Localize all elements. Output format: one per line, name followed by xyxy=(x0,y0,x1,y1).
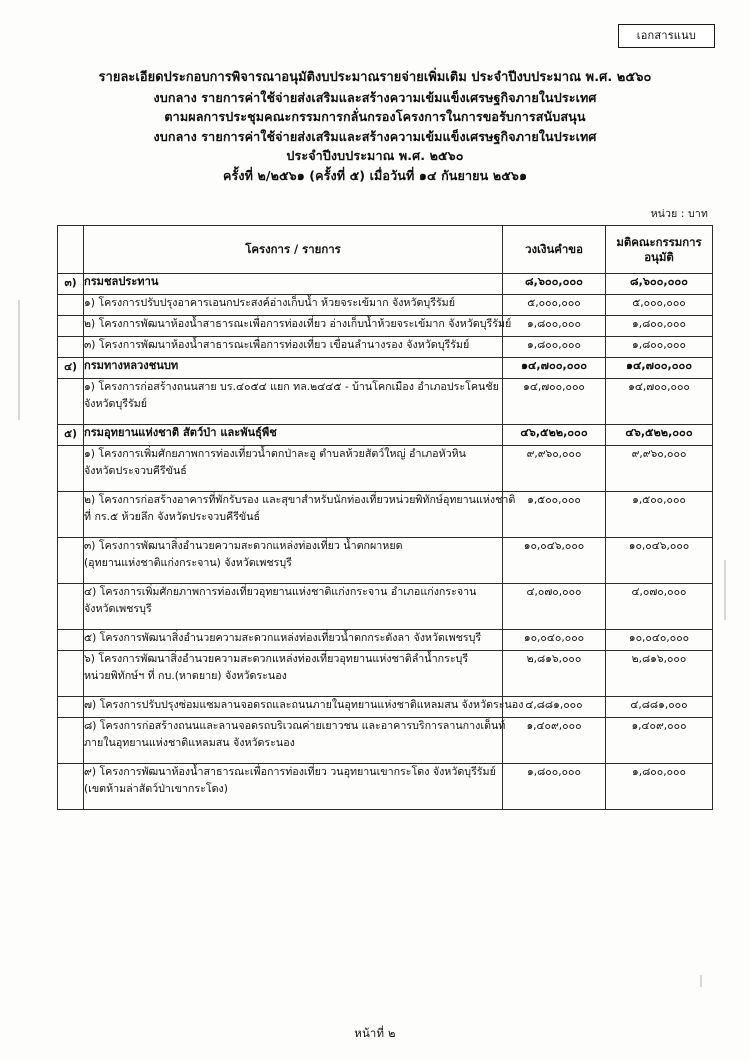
description-line: ๓) โครงการพัฒนาสิ่งอำนวยความสะดวกแหล่งท่องเที่ยว น้ำตกผาหยด xyxy=(84,539,403,552)
project-row xyxy=(58,492,713,538)
description-line: ๑) โครงการปรับปรุงอาคารเอนกประสงค์อ่างเก็บน้ำ ห้วยจระเข้มาก จังหวัดบุรีรัมย์ xyxy=(84,296,455,309)
requested-amount: ๑๐,๐๔๖,๐๐๐ xyxy=(503,538,606,584)
department-name xyxy=(84,425,503,446)
project-row xyxy=(58,584,713,630)
col-header-description: โครงการ / รายการ xyxy=(84,226,503,274)
requested-amount: ๕,๐๐๐,๐๐๐ xyxy=(503,295,606,316)
description-line: จังหวัดบุรีรัมย์ xyxy=(84,396,148,410)
budget-table-wrapper xyxy=(57,225,712,810)
approved-amount: ๒,๘๑๖,๐๐๐ xyxy=(606,651,713,697)
col-header-approved-line2: อนุมัติ xyxy=(644,249,674,264)
title-line-6: ครั้งที่ ๒/๒๕๖๑ (ครั้งที่ ๕) เมื่อวันที่ ๑๔ กันยายน ๒๕๖๑ xyxy=(222,167,528,183)
attachment-stamp xyxy=(618,24,715,48)
title-line-2: งบกลาง รายการค่าใช้จ่ายส่งเสริมและสร้างความเข้มแข็งเศรษฐกิจภายในประเทศ xyxy=(153,89,597,105)
description-line: ๒) โครงการพัฒนาห้องน้ำสาธารณะเพื่อการท่องเที่ยว อ่างเก็บน้ำห้วยจระเข้มาก จังหวัดบุรีรัมย์ xyxy=(84,317,512,330)
requested-amount: ๑,๘๐๐,๐๐๐ xyxy=(503,316,606,337)
description-line: ๑) โครงการเพิ่มศักยภาพการท่องเที่ยวน้ำตกป่าละอู ตำบลห้วยสัตว์ใหญ่ อำเภอหัวหิน xyxy=(84,447,466,460)
approved-amount: ๑,๔๐๙,๐๐๐ xyxy=(606,718,713,764)
row-index: ๔) xyxy=(58,358,84,379)
requested-amount: ๔,๐๗๐,๐๐๐ xyxy=(503,584,606,630)
requested-amount: ๑,๘๐๐,๐๐๐ xyxy=(503,337,606,358)
project-description xyxy=(84,337,503,358)
project-row xyxy=(58,630,713,651)
department-name xyxy=(84,358,503,379)
description-line: ภายในอุทยานแห่งชาติแหลมสน จังหวัดระนอง xyxy=(84,735,295,749)
department-name xyxy=(84,274,503,295)
project-description xyxy=(84,697,524,718)
requested-amount: ๒,๘๑๖,๐๐๐ xyxy=(503,651,606,697)
title-line-4: งบกลาง รายการค่าใช้จ่ายส่งเสริมและสร้างความเข้มแข็งเศรษฐกิจภายในประเทศ xyxy=(153,128,597,144)
requested-amount: ๑๔,๗๐๐,๐๐๐ xyxy=(503,358,606,379)
description-line: (อุทยานแห่งชาติแก่งกระจาน) จังหวัดเพชรบุรี xyxy=(84,555,292,569)
page-number-label: หน้าที่ ๒ xyxy=(354,1026,396,1040)
approved-amount: ๔๖,๕๒๒,๐๐๐ xyxy=(606,425,713,446)
row-index xyxy=(58,538,84,584)
project-description xyxy=(84,630,503,651)
approved-amount: ๑๔,๗๐๐,๐๐๐ xyxy=(606,379,713,425)
requested-amount: ๑๐,๐๔๐,๐๐๐ xyxy=(503,630,606,651)
approved-amount: ๑๐,๐๔๐,๐๐๐ xyxy=(606,630,713,651)
approved-amount: ๑๔,๗๐๐,๐๐๐ xyxy=(606,358,713,379)
row-index xyxy=(58,630,84,651)
project-row xyxy=(58,316,713,337)
description-line: ๕) โครงการพัฒนาสิ่งอำนวยความสะดวกแหล่งท่องเที่ยวน้ำตกกระดังลา จังหวัดเพชรบุรี xyxy=(84,631,482,644)
requested-amount: ๑๔,๗๐๐,๐๐๐ xyxy=(503,379,606,425)
description-line: จังหวัดประจวบคีรีขันธ์ xyxy=(84,463,187,477)
approved-amount: ๕,๐๐๐,๐๐๐ xyxy=(606,295,713,316)
approved-amount: ๑๐,๐๔๖,๐๐๐ xyxy=(606,538,713,584)
description-line: ๑) โครงการก่อสร้างถนนสาย บร.๔๐๕๔ แยก ทล.๒๔๔๕ - บ้านโคกเมือง อำเภอประโคนชัย xyxy=(84,380,499,393)
project-description xyxy=(84,584,503,630)
project-row xyxy=(58,446,713,492)
approved-amount: ๘,๖๐๐,๐๐๐ xyxy=(606,274,713,295)
project-description xyxy=(84,764,503,810)
requested-amount: ๑,๘๐๐,๐๐๐ xyxy=(503,764,606,810)
row-index xyxy=(58,492,84,538)
description-line: ๓) โครงการพัฒนาห้องน้ำสาธารณะเพื่อการท่องเที่ยว เขื่อนลำนางรอง จังหวัดบุรีรัมย์ xyxy=(84,338,470,351)
project-row xyxy=(58,538,713,584)
row-index xyxy=(58,446,84,492)
approved-amount: ๑,๕๐๐,๐๐๐ xyxy=(606,492,713,538)
scan-artifact xyxy=(700,975,702,987)
description-line: จังหวัดเพชรบุรี xyxy=(84,601,152,615)
description-line: ๗) โครงการปรับปรุงซ่อมแซมลานจอดรถและถนนภายในอุทยานแห่งชาติแหลมสน จังหวัดระนอง xyxy=(84,698,524,711)
project-description xyxy=(84,446,503,492)
project-description xyxy=(84,295,503,316)
col-header-approved-line1: มติคณะกรรมการ xyxy=(616,234,702,249)
description-line: ๔) โครงการเพิ่มศักยภาพการท่องเที่ยวอุทยานแห่งชาติแก่งกระจาน อำเภอแก่งกระจาน xyxy=(84,585,477,598)
requested-amount: ๑,๔๐๙,๐๐๐ xyxy=(503,718,606,764)
department-row xyxy=(58,425,713,446)
row-index xyxy=(58,337,84,358)
col-header-approved xyxy=(606,226,713,274)
col-header-index xyxy=(58,226,84,274)
description-line: ๙) โครงการพัฒนาห้องน้ำสาธารณะเพื่อการท่องเที่ยว วนอุทยานเขากระโดง จังหวัดบุรีรัมย์ xyxy=(84,765,496,778)
row-index xyxy=(58,295,84,316)
description-line: ๘) โครงการก่อสร้างถนนและลานจอดรถบริเวณค่ายเยาวชน และอาคารบริการลานกางเต็นท์ xyxy=(84,719,506,732)
description-line: กรมชลประทาน xyxy=(84,275,159,288)
table-header-row xyxy=(58,226,713,274)
row-index: ๓) xyxy=(58,274,84,295)
approved-amount: ๙,๙๖๐,๐๐๐ xyxy=(606,446,713,492)
row-index xyxy=(58,651,84,697)
row-index xyxy=(58,379,84,425)
project-description xyxy=(84,718,506,764)
title-line-1: รายละเอียดประกอบการพิจารณาอนุมัติงบประมาณรายจ่ายเพิ่มเติม ประจำปีงบประมาณ พ.ศ. ๒๕๖๐ xyxy=(98,70,652,85)
scan-artifact xyxy=(18,300,20,420)
description-line: ๖) โครงการพัฒนาสิ่งอำนวยความสะดวกแหล่งท่องเที่ยวอุทยานแห่งชาติลำน้ำกระบุรี xyxy=(84,652,469,665)
description-line: (เขตห้ามล่าสัตว์ป่าเขากระโดง) xyxy=(84,781,228,795)
project-row xyxy=(58,764,713,810)
project-description xyxy=(84,538,503,584)
page-footer xyxy=(0,1025,750,1043)
department-row xyxy=(58,274,713,295)
requested-amount: ๔,๘๘๑,๐๐๐ xyxy=(503,697,606,718)
col-header-requested: วงเงินคำขอ xyxy=(503,226,606,274)
row-index xyxy=(58,697,84,718)
project-row xyxy=(58,337,713,358)
row-index: ๕) xyxy=(58,425,84,446)
department-row xyxy=(58,358,713,379)
requested-amount: ๔๖,๕๒๒,๐๐๐ xyxy=(503,425,606,446)
project-description xyxy=(84,316,512,337)
approved-amount: ๑,๘๐๐,๐๐๐ xyxy=(606,764,713,810)
document-title-block xyxy=(0,68,750,185)
budget-table-body xyxy=(58,274,713,810)
project-description xyxy=(84,492,516,538)
attachment-stamp-label: เอกสารแนบ xyxy=(636,29,696,42)
project-row xyxy=(58,718,713,764)
approved-amount: ๔,๘๘๑,๐๐๐ xyxy=(606,697,713,718)
budget-table-head xyxy=(58,226,713,274)
description-line: ที่ กร.๕ ห้วยลึก จังหวัดประจวบคีรีขันธ์ xyxy=(84,509,261,523)
row-index xyxy=(58,316,84,337)
requested-amount: ๑,๕๐๐,๐๐๐ xyxy=(503,492,606,538)
row-index xyxy=(58,718,84,764)
project-row xyxy=(58,651,713,697)
approved-amount: ๔,๐๗๐,๐๐๐ xyxy=(606,584,713,630)
title-line-5: ประจำปีงบประมาณ พ.ศ. ๒๕๖๐ xyxy=(286,148,464,163)
description-line: กรมอุทยานแห่งชาติ สัตว์ป่า และพันธุ์พืช xyxy=(84,426,277,439)
description-line: กรมทางหลวงชนบท xyxy=(84,359,179,372)
project-description xyxy=(84,379,503,425)
project-row xyxy=(58,697,713,718)
project-description xyxy=(84,651,503,697)
approved-amount: ๑,๘๐๐,๐๐๐ xyxy=(606,337,713,358)
project-row xyxy=(58,379,713,425)
project-row xyxy=(58,295,713,316)
description-line: หน่วยพิทักษ์ฯ ที่ กบ.(หาดยาย) จังหวัดระนอง xyxy=(84,668,287,682)
scan-artifact xyxy=(724,560,726,620)
approved-amount: ๑,๘๐๐,๐๐๐ xyxy=(606,316,713,337)
requested-amount: ๙,๙๖๐,๐๐๐ xyxy=(503,446,606,492)
unit-note: หน่วย : บาท xyxy=(650,208,708,220)
row-index xyxy=(58,764,84,810)
budget-table xyxy=(57,225,713,810)
requested-amount: ๘,๖๐๐,๐๐๐ xyxy=(503,274,606,295)
title-line-3: ตามผลการประชุมคณะกรรมการกลั่นกรองโครงการในการขอรับการสนับสนุน xyxy=(164,109,586,124)
row-index xyxy=(58,584,84,630)
description-line: ๒) โครงการก่อสร้างอาคารที่พักรับรอง และสุขาสำหรับนักท่องเที่ยวหน่วยพิทักษ์อุทยานแห่งชาติ xyxy=(84,493,516,506)
